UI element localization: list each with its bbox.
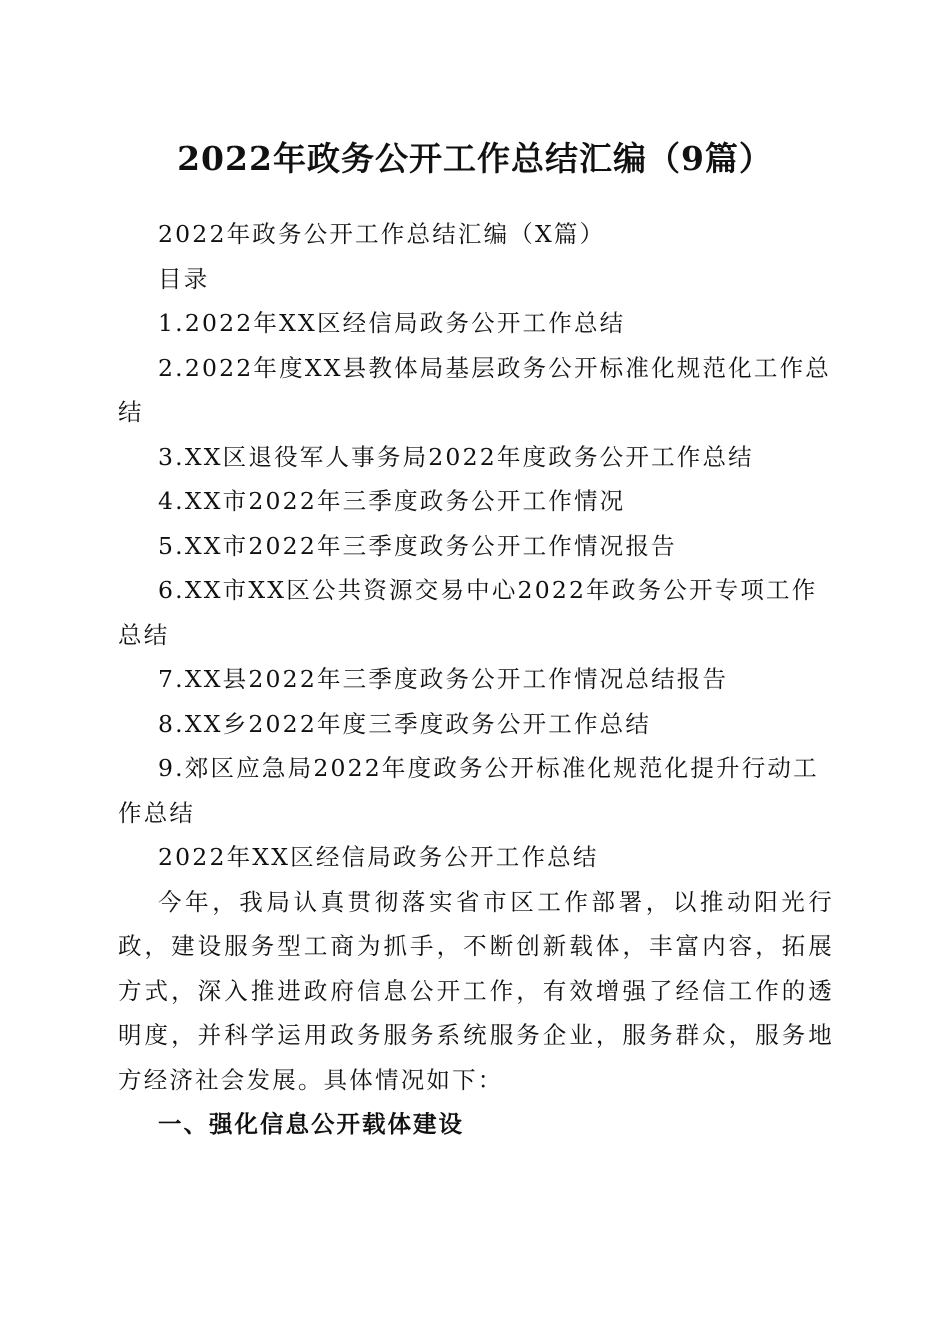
document-body	[118, 212, 834, 1147]
toc-label: 目录	[158, 264, 210, 293]
toc-item-7: 7.XX县2022年三季度政务公开工作情况总结报告	[158, 665, 729, 693]
document-subtitle: 2022年政务公开工作总结汇编（X篇）	[158, 220, 606, 248]
toc-item-3: 3.XX区退役军人事务局2022年度政务公开工作总结	[158, 442, 754, 471]
toc-item-9: 9.郊区应急局2022年度政务公开标准化规范化提升行动工作总结	[118, 754, 819, 827]
toc-item-2: 2.2022年度XX县教体局基层政务公开标准化规范化工作总结	[118, 353, 831, 426]
toc-item-1: 1.2022年XX区经信局政务公开工作总结	[158, 309, 626, 337]
toc-item-8: 8.XX乡2022年度三季度政务公开工作总结	[158, 709, 652, 738]
toc-item-4: 4.XX市2022年三季度政务公开工作情况	[158, 487, 626, 515]
toc-item-6: 6.XX市XX区公共资源交易中心2022年政务公开专项工作总结	[118, 576, 818, 649]
section-title: 2022年XX区经信局政务公开工作总结	[158, 843, 599, 871]
section-heading-1: 一、强化信息公开载体建设	[158, 1110, 464, 1138]
intro-paragraph: 今年，我局认真贯彻落实省市区工作部署，以推动阳光行政，建设服务型工商为抓手，不断创新载体，丰富内容，拓展方式，深入推进政府信息公开工作，有效增强了经信工作的透明度，并科学运用政务服务系统服务企业，服务群众，服务地方经济社会发展。具体情况如下：	[118, 887, 834, 1094]
toc-item-5: 5.XX市2022年三季度政务公开工作情况报告	[158, 531, 677, 560]
document-title: 2022年政务公开工作总结汇编（9篇）	[177, 139, 773, 178]
